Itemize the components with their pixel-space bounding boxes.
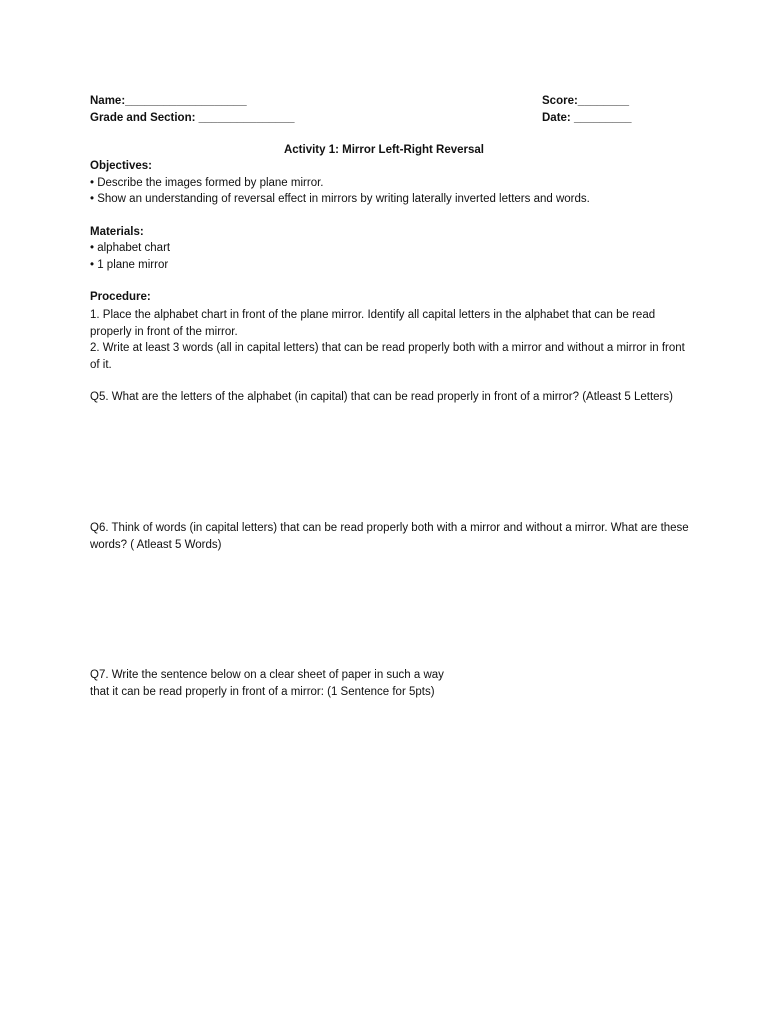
objective-item: • Show an understanding of reversal effect in mirrors by writing laterally inverted letters and words. — [90, 193, 590, 205]
score-blank: ________ — [577, 95, 629, 107]
question-q7: Q7. Write the sentence below on a clear sheet of paper in such a way that it can be read properly in front of a mirror: (1 Sentence for 5pts) — [90, 669, 444, 698]
procedure-step: 1. Place the alphabet chart in front of the plane mirror. Identify all capital letters in the alphabet that can be read properly in front of the mirror. — [90, 309, 656, 338]
activity-title: Activity 1: Mirror Left-Right Reversal — [283, 144, 484, 156]
grade-section-blank: _______________ — [198, 112, 295, 124]
date-field — [542, 112, 632, 124]
score-field — [542, 95, 629, 107]
grade-section-field — [90, 112, 295, 124]
procedure-step: 2. Write at least 3 words (all in capital letters) that can be read properly both with a mirror and without a mirror in front of it. — [90, 342, 685, 371]
date-blank: _________ — [573, 112, 632, 124]
material-item: • alphabet chart — [90, 242, 171, 254]
grade-section-label: Grade and Section: — [90, 112, 196, 124]
date-label: Date: — [542, 112, 571, 124]
question-q6: Q6. Think of words (in capital letters) that can be read properly both with a mirror and without a mirror. What are these words? ( Atleast 5 Words) — [90, 522, 689, 551]
material-item: • 1 plane mirror — [90, 259, 169, 271]
objective-item: • Describe the images formed by plane mirror. — [90, 177, 324, 189]
objectives-heading: Objectives: — [90, 160, 152, 172]
materials-heading: Materials: — [90, 226, 144, 238]
question-q5: Q5. What are the letters of the alphabet (in capital) that can be read properly in front of a mirror? (Atleast 5 Letters) — [90, 391, 673, 403]
name-blank: ___________________ — [125, 95, 247, 107]
name-label: Name: — [90, 95, 126, 107]
procedure-heading: Procedure: — [90, 291, 151, 303]
name-field — [90, 95, 247, 107]
score-label: Score: — [542, 95, 578, 107]
